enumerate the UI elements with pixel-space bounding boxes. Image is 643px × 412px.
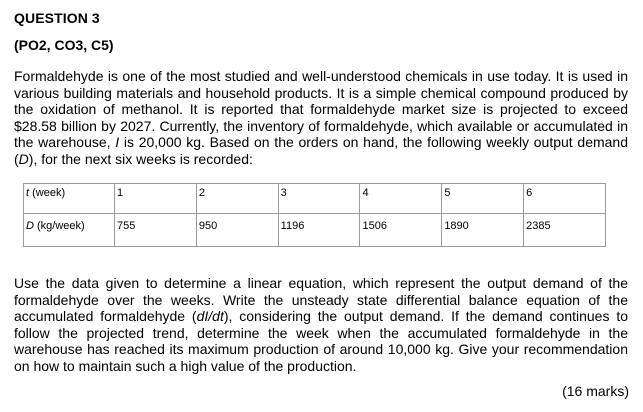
intro-paragraph <box>14 68 628 168</box>
week-cell: 6 <box>524 184 606 214</box>
table-row-demand <box>24 214 606 247</box>
week-cell: 1 <box>115 184 197 214</box>
demand-cell: 755 <box>115 214 197 247</box>
demand-cell: 950 <box>196 214 278 247</box>
inventory-variable: I <box>115 134 120 151</box>
week-cell: 3 <box>278 184 360 214</box>
week-cell: 2 <box>196 184 278 214</box>
week-cell: 5 <box>442 184 524 214</box>
demand-cell: 1506 <box>360 214 442 247</box>
intro-text-2: is 20,000 kg. Based on the orders on hand, the following weekly output demand ( <box>14 134 628 167</box>
derivative-variable: dI/dt <box>196 308 224 325</box>
task-paragraph <box>14 275 628 375</box>
demand-cell: 1890 <box>442 214 524 247</box>
demand-variable: D <box>18 150 29 167</box>
task-text-2: ), considering the output demand. If the demand continues to follow the projected trend, determine the week when the accumulated formaldehyde in the warehouse has reached its maximum production of around 10,000 kg. Give your recommendation on how to maintain such a high value of the production. <box>14 308 629 374</box>
intro-text-1: Formaldehyde is one of the most studied and well-understood chemicals in use today. It is used in various building materials and household products. It is a simple chemical compound produced by the oxidation of methanol. It is reported that formaldehyde market size is projected to exceed $28.58 billion by 2027. Currently, the inventory of formaldehyde, which available or accumulated in the warehouse, <box>14 68 628 151</box>
week-cell: 4 <box>360 184 442 214</box>
demand-row-label: D (kg/week) <box>24 214 115 247</box>
table-row-week <box>24 184 606 214</box>
demand-cell: 2385 <box>524 214 606 247</box>
demand-cell: 1196 <box>278 214 360 247</box>
intro-text-3: ), for the next six weeks is recorded: <box>28 150 253 167</box>
task-text-1: Use the data given to determine a linear equation, which represent the output demand of the formaldehyde over the weeks. Write the unsteady state differential balance equation of the accumulated formaldehyde ( <box>14 275 628 325</box>
demand-table <box>23 183 606 247</box>
marks-label: (16 marks) <box>562 383 629 399</box>
week-row-label: t (week) <box>24 184 115 214</box>
question-title: QUESTION 3 <box>14 10 100 26</box>
question-codes: (PO2, CO3, C5) <box>14 37 114 53</box>
